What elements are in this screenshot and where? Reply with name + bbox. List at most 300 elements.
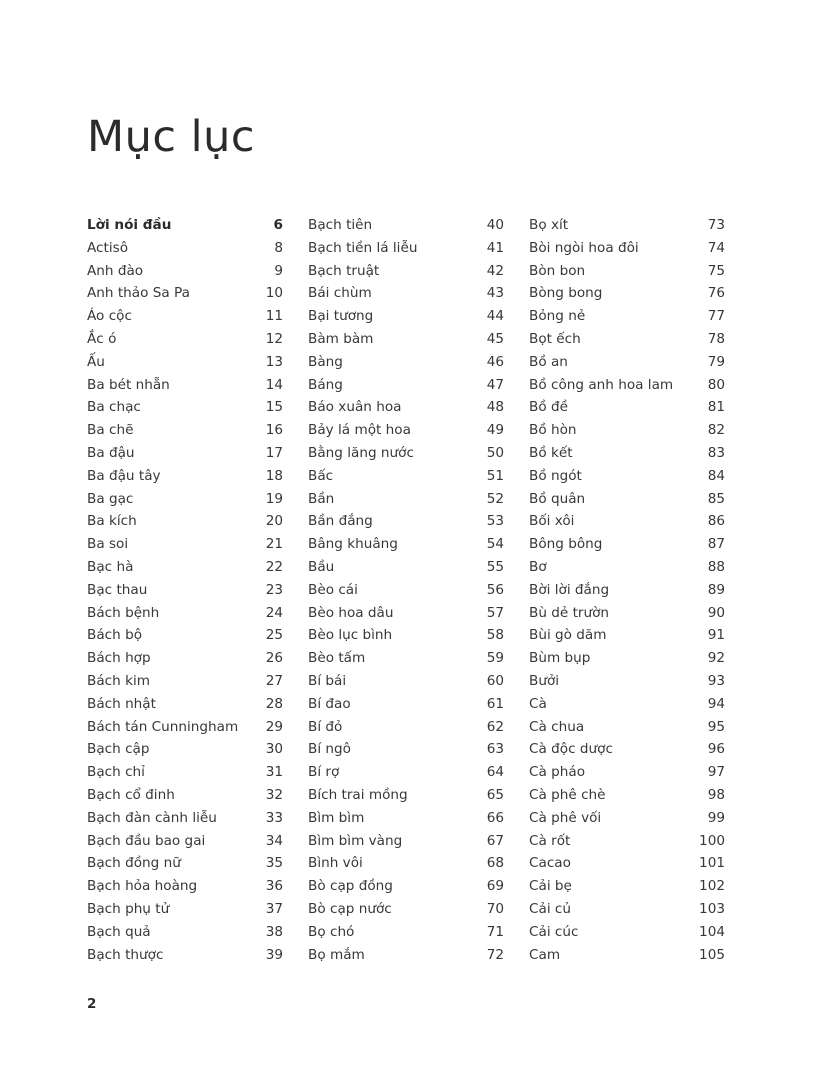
toc-entry — [87, 921, 283, 944]
toc-entry-page: 35 — [265, 855, 283, 872]
toc-entry-title: Cacao — [529, 855, 571, 872]
toc-entry-title: Bách bộ — [87, 627, 143, 644]
toc-entry-page: 99 — [707, 809, 725, 826]
toc-entry-page: 39 — [265, 946, 283, 963]
toc-entry-page: 27 — [265, 672, 283, 689]
toc-entry-page: 52 — [486, 490, 504, 507]
toc-entry-page: 22 — [265, 558, 283, 575]
toc-entry-page: 31 — [265, 764, 283, 781]
toc-entry — [308, 442, 504, 465]
toc-entry-page: 58 — [486, 627, 504, 644]
toc-entry — [308, 784, 504, 807]
toc-entry-title: Ắc ó — [87, 330, 117, 347]
toc-entry-page: 89 — [707, 581, 725, 598]
toc-entry-page: 49 — [486, 422, 504, 439]
toc-entry-title: Bí rợ — [308, 764, 340, 781]
toc-entry-page: 77 — [707, 308, 725, 325]
toc-entry — [529, 488, 725, 511]
toc-entry-title: Bảy lá một hoa — [308, 422, 411, 439]
toc-entry-title: Bưởi — [529, 672, 560, 689]
toc-entry — [308, 579, 504, 602]
toc-entry-title: Bàng — [308, 353, 343, 370]
toc-entry-title: Bằng lăng nước — [308, 444, 414, 461]
toc-entry-page: 65 — [486, 786, 504, 803]
toc-entry-page: 24 — [265, 604, 283, 621]
toc-entry-title: Cà phê chè — [529, 786, 606, 803]
toc-entry-title: Bạch truật — [308, 262, 380, 279]
toc-entry — [529, 898, 725, 921]
toc-entry — [87, 374, 283, 397]
toc-entry — [308, 647, 504, 670]
toc-entry-title: Cà độc dược — [529, 741, 613, 758]
toc-entry-title: Bách kim — [87, 672, 150, 689]
toc-entry-page: 84 — [707, 467, 725, 484]
toc-entry — [308, 898, 504, 921]
toc-entry — [308, 624, 504, 647]
toc-entry-page: 97 — [707, 764, 725, 781]
toc-entry-page: 67 — [486, 832, 504, 849]
toc-entry-page: 42 — [486, 262, 504, 279]
toc-entry-title: Báng — [308, 376, 343, 393]
toc-entry-page: 81 — [707, 399, 725, 416]
toc-entry-page: 43 — [486, 285, 504, 302]
toc-entry — [308, 670, 504, 693]
toc-entry-title: Bái chùm — [308, 285, 372, 302]
toc-entry — [87, 442, 283, 465]
toc-entry — [87, 282, 283, 305]
toc-entry — [308, 830, 504, 853]
toc-entry — [529, 305, 725, 328]
toc-entry — [529, 602, 725, 625]
toc-entry-title: Cà pháo — [529, 764, 586, 781]
toc-entry-title: Bòng bong — [529, 285, 603, 302]
toc-entry-title: Bí đỏ — [308, 718, 343, 735]
toc-entry-page: 72 — [486, 946, 504, 963]
toc-entry-page: 91 — [707, 627, 725, 644]
toc-entry — [87, 875, 283, 898]
toc-entry-page: 23 — [265, 581, 283, 598]
toc-entry — [87, 898, 283, 921]
toc-entry — [529, 716, 725, 739]
toc-entry-title: Ba gạc — [87, 490, 134, 507]
toc-entry-page: 57 — [486, 604, 504, 621]
toc-entry-title: Bìm bìm vàng — [308, 832, 403, 849]
toc-entry-page: 36 — [265, 878, 283, 895]
toc-entry-title: Bàm bàm — [308, 330, 374, 347]
toc-entry — [308, 602, 504, 625]
toc-entry — [87, 738, 283, 761]
toc-entry-title: Bời lời đắng — [529, 581, 610, 598]
toc-entry — [529, 351, 725, 374]
toc-entry-title: Bạch tiên — [308, 217, 373, 233]
toc-entry-title: Ba kích — [87, 513, 137, 530]
toc-entry-page: 14 — [265, 376, 283, 393]
toc-entry-page: 68 — [486, 855, 504, 872]
toc-entry — [87, 533, 283, 556]
toc-entry-title: Bọ mắm — [308, 946, 365, 963]
toc-entry — [529, 214, 725, 237]
toc-entry-title: Cam — [529, 946, 561, 963]
toc-entry — [529, 921, 725, 944]
toc-entry-page: 19 — [265, 490, 283, 507]
toc-entry-page: 10 — [265, 285, 283, 302]
toc-entry-page: 9 — [274, 262, 283, 279]
toc-entry-page: 18 — [265, 467, 283, 484]
toc-entry-title: Bòn bon — [529, 262, 586, 279]
toc-entry-title: Bòi ngòi hoa đôi — [529, 239, 639, 256]
toc-entry-page: 100 — [699, 832, 725, 849]
toc-entry-title: Bạc thau — [87, 581, 148, 598]
toc-entry — [529, 693, 725, 716]
toc-entry-title: Bạch đồng nữ — [87, 855, 181, 872]
toc-entry-page: 59 — [486, 650, 504, 667]
toc-entry-title: Bọt ếch — [529, 330, 581, 347]
toc-entry-title: Bèo tấm — [308, 650, 366, 667]
toc-entry — [529, 260, 725, 283]
toc-entry-page: 85 — [707, 490, 725, 507]
toc-entry-title: Bùi gò dăm — [529, 627, 607, 644]
toc-entry — [308, 328, 504, 351]
toc-entry — [308, 374, 504, 397]
toc-entry-page: 82 — [707, 422, 725, 439]
toc-entry — [529, 282, 725, 305]
toc-entry-title: Anh đào — [87, 262, 144, 279]
toc-entry-page: 11 — [265, 308, 283, 325]
toc-entry-page: 13 — [265, 353, 283, 370]
toc-entry — [308, 533, 504, 556]
toc-entry-title: Bách hợp — [87, 650, 151, 667]
toc-entry — [308, 305, 504, 328]
toc-entry-title: Bơ — [529, 558, 547, 575]
toc-entry — [87, 260, 283, 283]
toc-entry-title: Bần đắng — [308, 513, 373, 530]
toc-entry-title: Bồ ngót — [529, 467, 582, 484]
toc-entry-page: 64 — [486, 764, 504, 781]
toc-entry-page: 104 — [699, 923, 725, 940]
toc-entry-page: 21 — [265, 536, 283, 553]
toc-entry-title: Actisô — [87, 239, 129, 256]
toc-entry-title: Ba chẽ — [87, 422, 134, 439]
toc-entry — [87, 488, 283, 511]
toc-entry-page: 94 — [707, 695, 725, 712]
toc-entry-page: 32 — [265, 786, 283, 803]
toc-entry-title: Bích trai mồng — [308, 786, 408, 803]
toc-entry-page: 105 — [699, 946, 725, 963]
toc-entry — [308, 761, 504, 784]
toc-entry-page: 70 — [486, 900, 504, 917]
toc-entry — [308, 807, 504, 830]
toc-entry-title: Ba bét nhẵn — [87, 376, 170, 393]
toc-entry-page: 40 — [486, 217, 504, 233]
toc-entry — [87, 944, 283, 967]
toc-entry — [529, 556, 725, 579]
toc-entry-title: Bạch tiền lá liễu — [308, 239, 418, 256]
toc-entry-page: 90 — [707, 604, 725, 621]
toc-entry-page: 69 — [486, 878, 504, 895]
toc-entry — [529, 374, 725, 397]
toc-entry-title: Ba đậu — [87, 444, 135, 461]
toc-entry-page: 34 — [265, 832, 283, 849]
toc-entry — [87, 670, 283, 693]
toc-entry — [308, 282, 504, 305]
toc-entry-title: Bâng khuâng — [308, 536, 398, 553]
toc-entry-page: 80 — [707, 376, 725, 393]
toc-entry-title: Anh thảo Sa Pa — [87, 285, 190, 302]
toc-entry — [308, 716, 504, 739]
toc-entry-page: 29 — [265, 718, 283, 735]
toc-entry — [308, 465, 504, 488]
toc-entry-page: 62 — [486, 718, 504, 735]
toc-entry-title: Cà rốt — [529, 832, 571, 849]
toc-entry-page: 28 — [265, 695, 283, 712]
toc-entry-page: 45 — [486, 330, 504, 347]
toc-entry-page: 56 — [486, 581, 504, 598]
toc-entry — [529, 396, 725, 419]
toc-entry-title: Bình vôi — [308, 855, 363, 872]
toc-entry — [87, 419, 283, 442]
toc-column-2 — [308, 214, 504, 966]
toc-entry — [87, 396, 283, 419]
toc-entry-title: Bách bệnh — [87, 604, 160, 621]
toc-entry-title: Bù dẻ trườn — [529, 604, 610, 621]
toc-entry-title: Bùm bụp — [529, 650, 591, 667]
toc-entry-title: Bầu — [308, 558, 335, 575]
toc-entry-title: Bỏng nẻ — [529, 308, 586, 325]
toc-entry-title: Lời nói đầu — [87, 217, 172, 233]
toc-entry-page: 98 — [707, 786, 725, 803]
toc-entry-title: Bạc hà — [87, 558, 134, 575]
toc-entry — [529, 875, 725, 898]
toc-entry-title: Bèo hoa dâu — [308, 604, 394, 621]
toc-entry — [87, 852, 283, 875]
toc-entry — [529, 579, 725, 602]
toc-entry — [529, 738, 725, 761]
toc-entry-title: Bạch cổ đinh — [87, 786, 175, 803]
toc-entry-title: Bí ngô — [308, 741, 351, 758]
toc-entry-page: 96 — [707, 741, 725, 758]
toc-entry-title: Bạch phụ tử — [87, 900, 170, 917]
toc-entry-title: Bồ kết — [529, 444, 573, 461]
toc-entry — [529, 328, 725, 351]
toc-entry — [87, 647, 283, 670]
toc-entry-title: Bồ an — [529, 353, 568, 370]
toc-entry-title: Bí bái — [308, 672, 347, 689]
toc-entry — [308, 556, 504, 579]
toc-entry — [529, 442, 725, 465]
toc-entry-page: 87 — [707, 536, 725, 553]
toc-entry — [529, 807, 725, 830]
toc-entry — [529, 944, 725, 967]
toc-entry-page: 26 — [265, 650, 283, 667]
toc-entry-page: 93 — [707, 672, 725, 689]
toc-entry — [87, 716, 283, 739]
toc-entry — [87, 465, 283, 488]
toc-entry — [87, 693, 283, 716]
toc-entry-title: Bạch chỉ — [87, 764, 145, 781]
page-title: Mục lục — [87, 112, 256, 162]
toc-entry — [87, 784, 283, 807]
toc-entry — [529, 510, 725, 533]
toc-entry — [529, 465, 725, 488]
toc-entry-page: 95 — [707, 718, 725, 735]
toc-entry — [529, 761, 725, 784]
toc-entry — [308, 260, 504, 283]
toc-entry-title: Bạch quả — [87, 923, 151, 940]
toc-entry-page: 30 — [265, 741, 283, 758]
toc-entry — [529, 670, 725, 693]
toc-entry-title: Cải bẹ — [529, 878, 572, 895]
toc-entry — [308, 510, 504, 533]
toc-entry-title: Ba soi — [87, 536, 129, 553]
toc-entry-page: 33 — [265, 809, 283, 826]
toc-entry-title: Áo cộc — [87, 308, 132, 325]
toc-entry — [308, 237, 504, 260]
toc-entry — [308, 419, 504, 442]
toc-entry-title: Bồ công anh hoa lam — [529, 376, 674, 393]
toc-entry-page: 12 — [265, 330, 283, 347]
toc-entry-page: 44 — [486, 308, 504, 325]
toc-entry-page: 79 — [707, 353, 725, 370]
toc-entry-title: Ba chạc — [87, 399, 141, 416]
toc-entry — [529, 419, 725, 442]
toc-entry — [308, 214, 504, 237]
toc-entry — [529, 852, 725, 875]
toc-entry — [87, 556, 283, 579]
toc-entry-title: Cải củ — [529, 900, 572, 917]
toc-entry-page: 78 — [707, 330, 725, 347]
toc-entry-title: Bò cạp nước — [308, 900, 392, 917]
toc-entry-page: 17 — [265, 444, 283, 461]
toc-entry-title: Bồ đề — [529, 399, 568, 416]
toc-entry-title: Bồ quân — [529, 490, 586, 507]
toc-entry — [308, 852, 504, 875]
toc-entry-page: 86 — [707, 513, 725, 530]
toc-entry — [87, 624, 283, 647]
toc-entry-page: 55 — [486, 558, 504, 575]
toc-entry-page: 74 — [707, 239, 725, 256]
toc-entry-title: Cà — [529, 695, 547, 712]
toc-entry — [308, 351, 504, 374]
toc-entry-page: 20 — [265, 513, 283, 530]
toc-entry — [308, 944, 504, 967]
toc-entry-title: Bần — [308, 490, 335, 507]
toc-entry-page: 92 — [707, 650, 725, 667]
toc-entry-title: Bại tương — [308, 308, 374, 325]
toc-entry-title: Bấc — [308, 467, 334, 484]
toc-entry — [529, 624, 725, 647]
toc-entry-page: 51 — [486, 467, 504, 484]
toc-entry — [308, 396, 504, 419]
toc-entry-page: 46 — [486, 353, 504, 370]
toc-entry-title: Bèo lục bình — [308, 627, 393, 644]
toc-entry-title: Bách tán Cunningham — [87, 718, 239, 735]
toc-entry-page: 103 — [699, 900, 725, 917]
toc-entry — [308, 921, 504, 944]
toc-entry — [308, 875, 504, 898]
toc-entry-page: 88 — [707, 558, 725, 575]
toc-entry-page: 37 — [265, 900, 283, 917]
toc-entry — [87, 510, 283, 533]
toc-entry — [87, 602, 283, 625]
toc-entry — [529, 237, 725, 260]
toc-entry-page: 83 — [707, 444, 725, 461]
toc-entry-title: Bạch đàn cành liễu — [87, 809, 217, 826]
toc-entry-page: 50 — [486, 444, 504, 461]
toc-entry — [529, 830, 725, 853]
toc-entry — [87, 328, 283, 351]
toc-entry — [87, 237, 283, 260]
toc-entry-title: Cà phê vối — [529, 809, 602, 826]
toc-entry — [87, 305, 283, 328]
page-number: 2 — [87, 996, 97, 1012]
toc-entry — [529, 784, 725, 807]
toc-entry-title: Bọ xít — [529, 217, 569, 233]
toc-entry-page: 6 — [273, 217, 283, 233]
toc-column-3 — [529, 214, 725, 966]
toc-entry-title: Bách nhật — [87, 695, 156, 712]
toc-entry-title: Bạch cập — [87, 741, 150, 758]
toc-entry — [87, 579, 283, 602]
toc-entry-title: Bạch hỏa hoàng — [87, 878, 198, 895]
toc-entry — [87, 351, 283, 374]
toc-entry-page: 73 — [707, 217, 725, 233]
toc-entry-page: 61 — [486, 695, 504, 712]
toc-entry-page: 38 — [265, 923, 283, 940]
toc-entry-page: 66 — [486, 809, 504, 826]
toc-entry-title: Bèo cái — [308, 581, 358, 598]
toc-entry-page: 41 — [486, 239, 504, 256]
toc-entry — [308, 693, 504, 716]
toc-entry-page: 47 — [486, 376, 504, 393]
toc-entry-page: 54 — [486, 536, 504, 553]
toc-entry-title: Bồ hòn — [529, 422, 577, 439]
toc-entry — [87, 830, 283, 853]
toc-entry-title: Bọ chó — [308, 923, 355, 940]
toc-entry-page: 75 — [707, 262, 725, 279]
toc-column-1 — [87, 214, 283, 966]
toc-entry-title: Bối xôi — [529, 513, 575, 530]
toc-entry — [87, 214, 283, 237]
toc-entry-title: Bạch thược — [87, 946, 164, 963]
toc-entry-page: 53 — [486, 513, 504, 530]
toc-entry — [529, 647, 725, 670]
toc-entry-title: Ấu — [87, 353, 105, 370]
toc-entry-page: 8 — [274, 239, 283, 256]
toc-entry-page: 25 — [265, 627, 283, 644]
toc-entry-title: Cà chua — [529, 718, 585, 735]
toc-entry-page: 71 — [486, 923, 504, 940]
toc-entry — [529, 533, 725, 556]
toc-entry-title: Cải cúc — [529, 923, 579, 940]
toc-entry — [308, 738, 504, 761]
toc-entry — [87, 807, 283, 830]
toc-entry-title: Bìm bìm — [308, 809, 365, 826]
toc-entry-page: 60 — [486, 672, 504, 689]
toc-entry-page: 101 — [699, 855, 725, 872]
toc-entry-page: 48 — [486, 399, 504, 416]
toc-entry-title: Bò cạp đồng — [308, 878, 393, 895]
toc-entry-page: 15 — [265, 399, 283, 416]
toc-entry-title: Bông bông — [529, 536, 603, 553]
toc-entry-page: 76 — [707, 285, 725, 302]
toc-entry-page: 16 — [265, 422, 283, 439]
toc-entry — [308, 488, 504, 511]
toc-entry-page: 63 — [486, 741, 504, 758]
toc-entry-title: Bí đao — [308, 695, 351, 712]
toc-entry-title: Bạch đầu bao gai — [87, 832, 206, 849]
toc-entry-page: 102 — [699, 878, 725, 895]
toc-entry-title: Ba đậu tây — [87, 467, 161, 484]
